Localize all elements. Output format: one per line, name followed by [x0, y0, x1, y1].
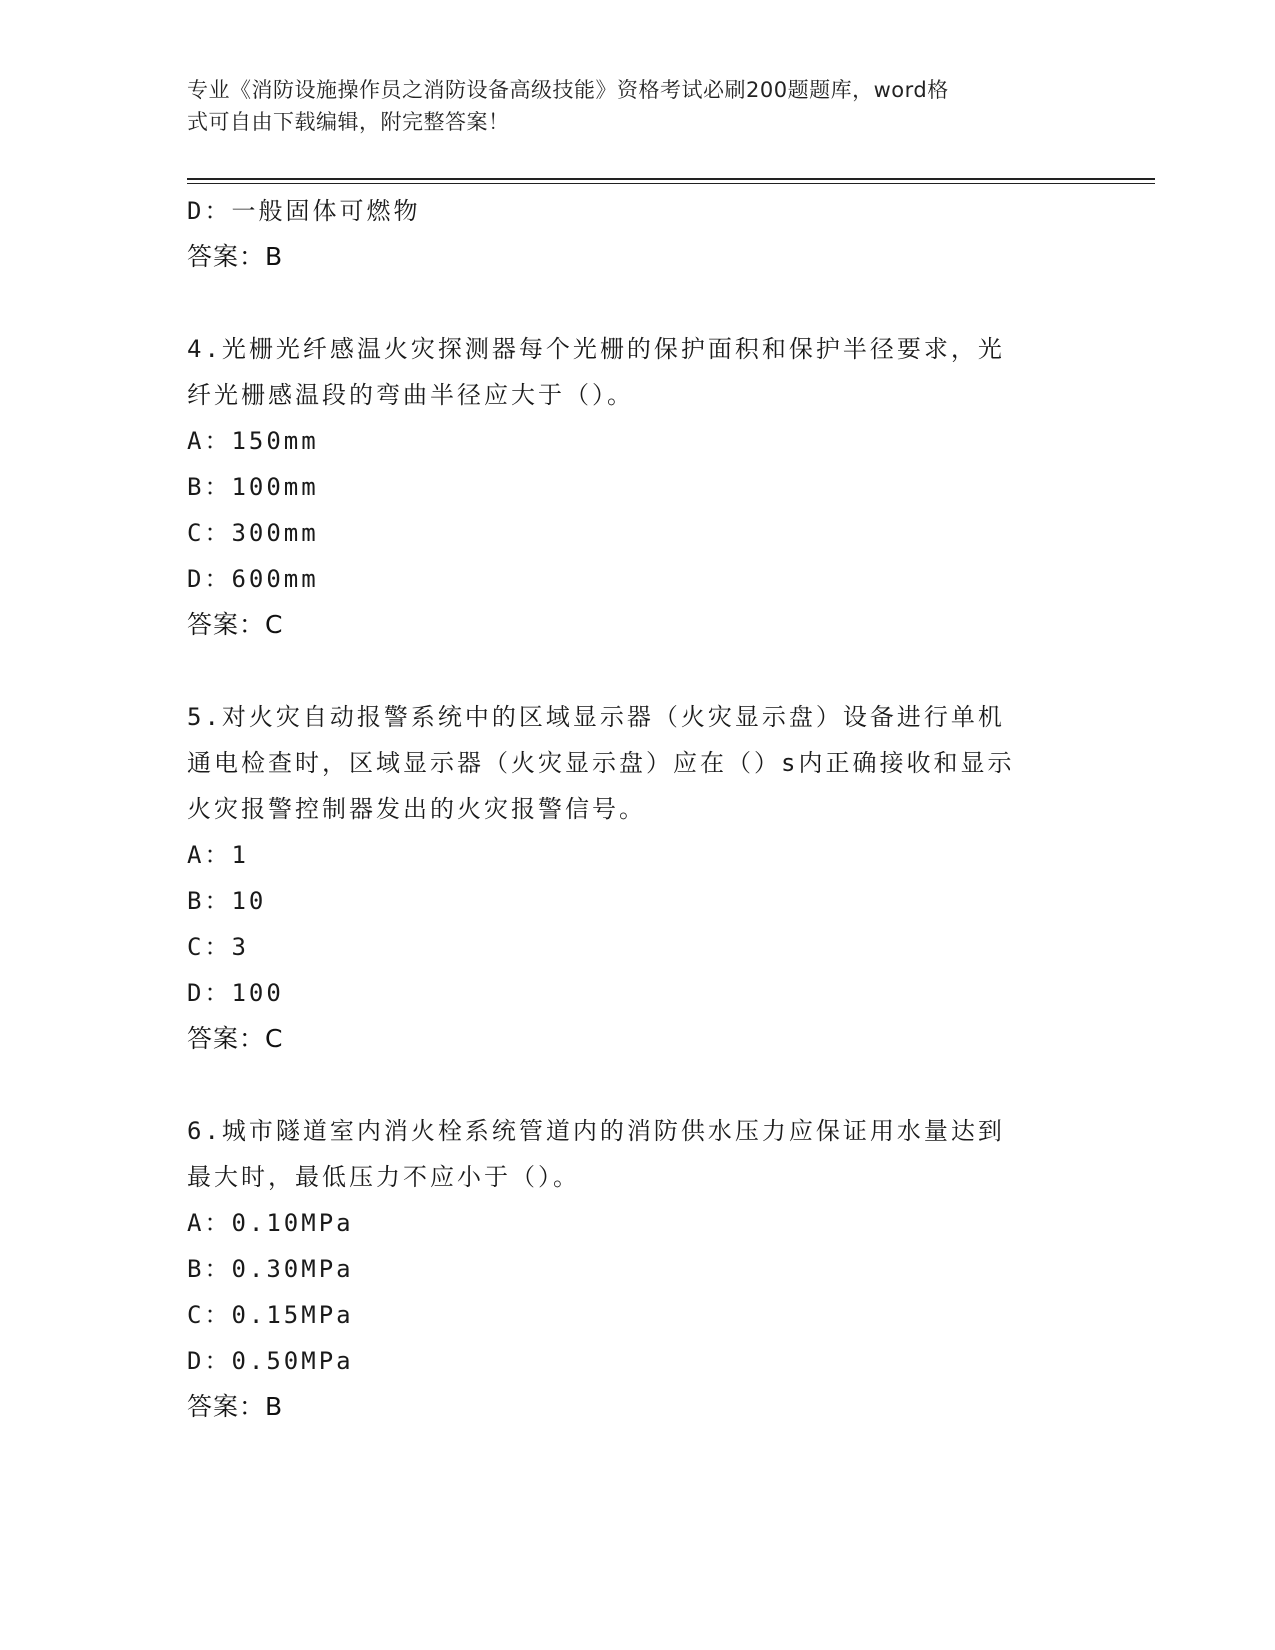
option-d: D：一般固体可燃物 [187, 197, 421, 225]
option-a: A：150mm [187, 427, 319, 455]
answer-label: 答案：B [187, 242, 284, 271]
question-list [187, 188, 1087, 1430]
option-c: C：3 [187, 933, 249, 961]
option-d: D：600mm [187, 565, 319, 593]
stem-line: 火灾报警控制器发出的火灾报警信号。 [187, 795, 646, 823]
answer-label: 答案：B [187, 1392, 284, 1421]
stem-line: 4.光栅光纤感温火灾探测器每个光栅的保护面积和保护半径要求，光 [187, 335, 1005, 363]
stem-line: 6.城市隧道室内消火栓系统管道内的消防供水压力应保证用水量达到 [187, 1117, 1005, 1145]
option-b: B：0.30MPa [187, 1255, 354, 1283]
question-5 [187, 694, 1087, 1062]
option-a: A：1 [187, 841, 249, 869]
option-b: B：10 [187, 887, 267, 915]
option-c: C：300mm [187, 519, 319, 547]
option-d: D：0.50MPa [187, 1347, 354, 1375]
question-6 [187, 1108, 1087, 1430]
option-b: B：100mm [187, 473, 319, 501]
header-divider-thin [187, 183, 1155, 184]
question-stem [187, 694, 1067, 832]
option-c: C：0.15MPa [187, 1301, 354, 1329]
stem-line: 5.对火灾自动报警系统中的区域显示器（火灾显示盘）设备进行单机 [187, 703, 1005, 731]
document-header [187, 74, 1067, 138]
spacer [187, 648, 1087, 694]
option-d: D：100 [187, 979, 284, 1007]
question-stem [187, 1108, 1067, 1200]
answer-label: 答案：C [187, 1024, 284, 1053]
question-4 [187, 326, 1087, 648]
stem-line: 通电检查时，区域显示器（火灾显示盘）应在（）s内正确接收和显示 [187, 749, 1015, 777]
stem-line: 纤光栅感温段的弯曲半径应大于（）。 [187, 381, 634, 409]
answer-label: 答案：C [187, 610, 284, 639]
question-stem [187, 326, 1067, 418]
header-divider-thick [187, 178, 1155, 180]
stem-line: 最大时，最低压力不应小于（）。 [187, 1163, 580, 1191]
option-a: A：0.10MPa [187, 1209, 354, 1237]
header-line-2: 式可自由下载编辑，附完整答案！ [187, 110, 510, 134]
spacer [187, 280, 1087, 326]
spacer [187, 1062, 1087, 1108]
header-line-1: 专业《消防设施操作员之消防设备高级技能》资格考试必刷200题题库，word格 [187, 78, 949, 102]
